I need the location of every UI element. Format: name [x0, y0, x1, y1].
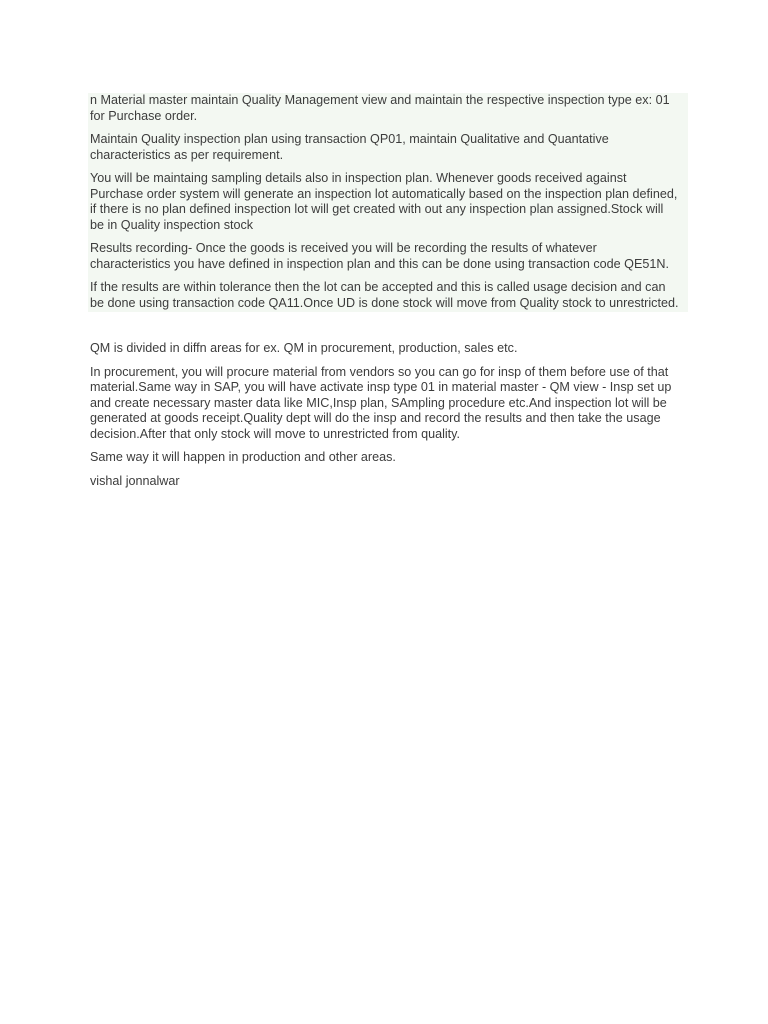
document-page — [90, 93, 680, 497]
paragraph: If the results are within tolerance then the lot can be accepted and this is called usage decision and can be done using transaction code QA11.Once UD is done stock will move from Quality stock to unrestricted. — [90, 280, 679, 310]
paragraph: You will be maintaing sampling details also in inspection plan. Whenever goods received against Purchase order system will generate an inspection lot automatically based on the inspection plan defined, if there is no plan defined inspection lot will get created with out any inspection plan assigned.Stock will be in Quality inspection stock — [90, 171, 678, 232]
author-signature: vishal jonnalwar — [90, 473, 180, 488]
body-text-block — [90, 341, 680, 489]
paragraph: In procurement, you will procure material from vendors so you can go for insp of them before use of that material.Same way in SAP, you will have activate insp type 01 in material master - QM view - Insp set up and create necessary master data like MIC,Insp plan, SAmpling procedure etc.And inspection lot will be generated at goods receipt.Quality dept will do the insp and record the results and then take the usage decision.After that only stock will move to unrestricted from quality. — [90, 364, 672, 441]
paragraph: Results recording- Once the goods is received you will be recording the results of whatever characteristics you have defined in inspection plan and this can be done using transaction code QE51N. — [90, 241, 669, 271]
paragraph: QM is divided in diffn areas for ex. QM in procurement, production, sales etc. — [90, 341, 518, 355]
paragraph: n Material master maintain Quality Management view and maintain the respective inspection type ex: 01 for Purchase order. — [90, 93, 670, 123]
paragraph: Same way it will happen in production and other areas. — [90, 450, 396, 464]
highlighted-quote-block — [88, 93, 688, 312]
paragraph: Maintain Quality inspection plan using transaction QP01, maintain Qualitative and Quantative characteristics as per requirement. — [90, 132, 609, 162]
